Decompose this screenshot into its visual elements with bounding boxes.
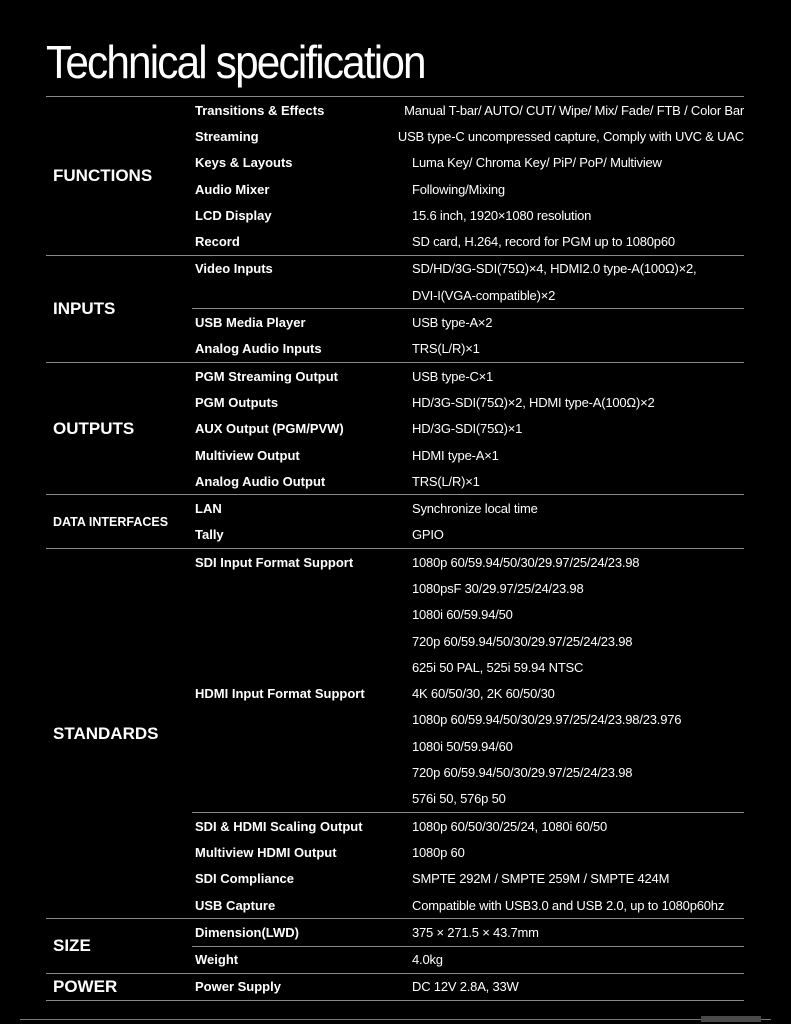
corner-mark: [701, 1016, 761, 1022]
spec-value: Manual T-bar/ AUTO/ CUT/ Wipe/ Mix/ Fade/ FTB / Color Bar: [404, 102, 744, 118]
spec-value: 1080i 60/59.94/50: [412, 607, 513, 623]
spec-value: 720p 60/59.94/50/30/29.97/25/24/23.98: [412, 633, 633, 649]
spec-value: 375 × 271.5 × 43.7mm: [412, 924, 539, 940]
spec-section: [46, 494, 744, 548]
spec-label: PGM Streaming Output: [195, 368, 338, 384]
spec-label: SDI & HDMI Scaling Output: [195, 818, 363, 834]
spec-value: DVI-I(VGA-compatible)×2: [412, 287, 556, 303]
spec-value: 1080psF 30/29.97/25/24/23.98: [412, 580, 584, 596]
spec-label: LAN: [195, 501, 222, 517]
spec-row: [192, 786, 744, 812]
spec-value: 1080i 50/59.94/60: [412, 738, 513, 754]
spec-value: SD/HD/3G-SDI(75Ω)×4, HDMI2.0 type-A(100Ω)×2,: [412, 261, 697, 277]
section-category: STANDARDS: [53, 723, 159, 743]
spec-row: [192, 202, 744, 228]
spec-row: [192, 468, 744, 494]
spec-label: Multiview Output: [195, 447, 300, 463]
section-rows: [192, 919, 744, 973]
spec-row: [192, 974, 744, 1000]
spec-value: SD card, H.264, record for PGM up to 1080p60: [412, 234, 675, 250]
section-category: POWER: [53, 976, 118, 996]
spec-table: [46, 96, 744, 1001]
spec-value: 576i 50, 576p 50: [412, 791, 506, 807]
spec-label: HDMI Input Format Support: [195, 686, 365, 702]
row-group: [192, 495, 744, 548]
spec-label: Audio Mixer: [195, 181, 270, 197]
spec-label: Analog Audio Inputs: [195, 341, 322, 357]
spec-row: [192, 681, 744, 707]
spec-label: Analog Audio Output: [195, 473, 326, 489]
section-rows: [192, 363, 744, 494]
spec-value: 4.0kg: [412, 952, 443, 968]
spec-label: Streaming: [195, 128, 259, 144]
spec-value: 4K 60/50/30, 2K 60/50/30: [412, 686, 555, 702]
section-category: INPUTS: [53, 298, 116, 318]
spec-label: Power Supply: [195, 979, 281, 995]
spec-row: [192, 228, 744, 254]
spec-row: [192, 495, 744, 521]
spec-row: [192, 947, 744, 973]
spec-row: [192, 602, 744, 628]
spec-row: [192, 256, 744, 282]
spec-row: [192, 813, 744, 839]
bottom-divider: [20, 1019, 771, 1020]
spec-label: LCD Display: [195, 207, 272, 223]
spec-row: [192, 575, 744, 601]
spec-row: [192, 309, 744, 335]
section-rows: [192, 549, 744, 918]
spec-value: HD/3G-SDI(75Ω)×2, HDMI type-A(100Ω)×2: [412, 394, 655, 410]
spec-value: 1080p 60: [412, 844, 465, 860]
spec-label: Record: [195, 234, 240, 250]
spec-row: [192, 733, 744, 759]
spec-label: Video Inputs: [195, 261, 273, 277]
spec-value: USB type-A×2: [412, 315, 493, 331]
section-rows: [192, 97, 744, 255]
spec-label: Multiview HDMI Output: [195, 844, 337, 860]
row-group: [192, 974, 744, 1000]
spec-value: 720p 60/59.94/50/30/29.97/25/24/23.98: [412, 765, 633, 781]
spec-label: Dimension(LWD): [195, 924, 299, 940]
spec-section: [46, 918, 744, 973]
spec-value: 1080p 60/59.94/50/30/29.97/25/24/23.98: [412, 554, 640, 570]
spec-row: [192, 389, 744, 415]
spec-row: [192, 416, 744, 442]
spec-row: [192, 654, 744, 680]
spec-value: Compatible with USB3.0 and USB 2.0, up to 1080p60hz: [412, 897, 725, 913]
spec-label: USB Media Player: [195, 315, 306, 331]
spec-row: [192, 628, 744, 654]
section-rows: [192, 256, 744, 362]
spec-row: [192, 549, 744, 575]
spec-section: [46, 973, 744, 1001]
spec-section: [46, 362, 744, 494]
spec-section: [46, 548, 744, 918]
row-group: [192, 946, 744, 973]
page-title: Technical specification: [46, 36, 425, 88]
spec-value: Synchronize local time: [412, 501, 538, 517]
section-rows: [192, 495, 744, 548]
spec-value: HDMI type-A×1: [412, 447, 499, 463]
row-group: [192, 363, 744, 494]
spec-value: Following/Mixing: [412, 181, 505, 197]
section-category: FUNCTIONS: [53, 165, 153, 185]
spec-value: 625i 50 PAL, 525i 59.94 NTSC: [412, 659, 584, 675]
spec-value: TRS(L/R)×1: [412, 473, 480, 489]
spec-value: 15.6 inch, 1920×1080 resolution: [412, 207, 592, 223]
spec-label: PGM Outputs: [195, 394, 279, 410]
section-category: DATA INTERFACES: [53, 514, 169, 529]
spec-value: TRS(L/R)×1: [412, 341, 480, 357]
spec-label: USB Capture: [195, 897, 276, 913]
spec-row: [192, 839, 744, 865]
spec-row: [192, 97, 744, 123]
section-category: SIZE: [53, 936, 91, 955]
spec-row: [192, 759, 744, 785]
spec-row: [192, 150, 744, 176]
spec-value: DC 12V 2.8A, 33W: [412, 979, 519, 995]
spec-row: [192, 522, 744, 548]
spec-value: SMPTE 292M / SMPTE 259M / SMPTE 424M: [412, 871, 670, 887]
spec-row: [192, 707, 744, 733]
spec-row: [192, 123, 744, 149]
spec-row: [192, 336, 744, 362]
spec-value: GPIO: [412, 527, 444, 543]
spec-label: SDI Compliance: [195, 871, 294, 887]
spec-row: [192, 442, 744, 468]
spec-value: Luma Key/ Chroma Key/ PiP/ PoP/ Multiview: [412, 155, 662, 171]
spec-label: Keys & Layouts: [195, 155, 293, 171]
spec-label: Tally: [195, 527, 224, 543]
spec-row: [192, 892, 744, 918]
section-category: OUTPUTS: [53, 418, 135, 438]
row-group: [192, 549, 744, 812]
spec-row: [192, 176, 744, 202]
row-group: [192, 308, 744, 362]
spec-value: 1080p 60/50/30/25/24, 1080i 60/50: [412, 818, 608, 834]
row-group: [192, 97, 744, 255]
row-group: [192, 812, 744, 918]
spec-value: 1080p 60/59.94/50/30/29.97/25/24/23.98/23.976: [412, 712, 682, 728]
spec-label: AUX Output (PGM/PVW): [195, 421, 344, 437]
row-group: [192, 256, 744, 309]
spec-row: [192, 363, 744, 389]
spec-label: Transitions & Effects: [195, 102, 325, 118]
spec-section: [46, 255, 744, 362]
spec-value: USB type-C uncompressed capture, Comply with UVC & UAC: [397, 128, 744, 144]
spec-section: [46, 96, 744, 255]
spec-value: USB type-C×1: [412, 368, 494, 384]
section-rows: [192, 974, 744, 1000]
spec-row: [192, 282, 744, 308]
spec-label: Weight: [195, 952, 239, 968]
row-group: [192, 919, 744, 945]
spec-row: [192, 866, 744, 892]
spec-row: [192, 919, 744, 945]
spec-value: HD/3G-SDI(75Ω)×1: [412, 421, 523, 437]
spec-label: SDI Input Format Support: [195, 554, 354, 570]
